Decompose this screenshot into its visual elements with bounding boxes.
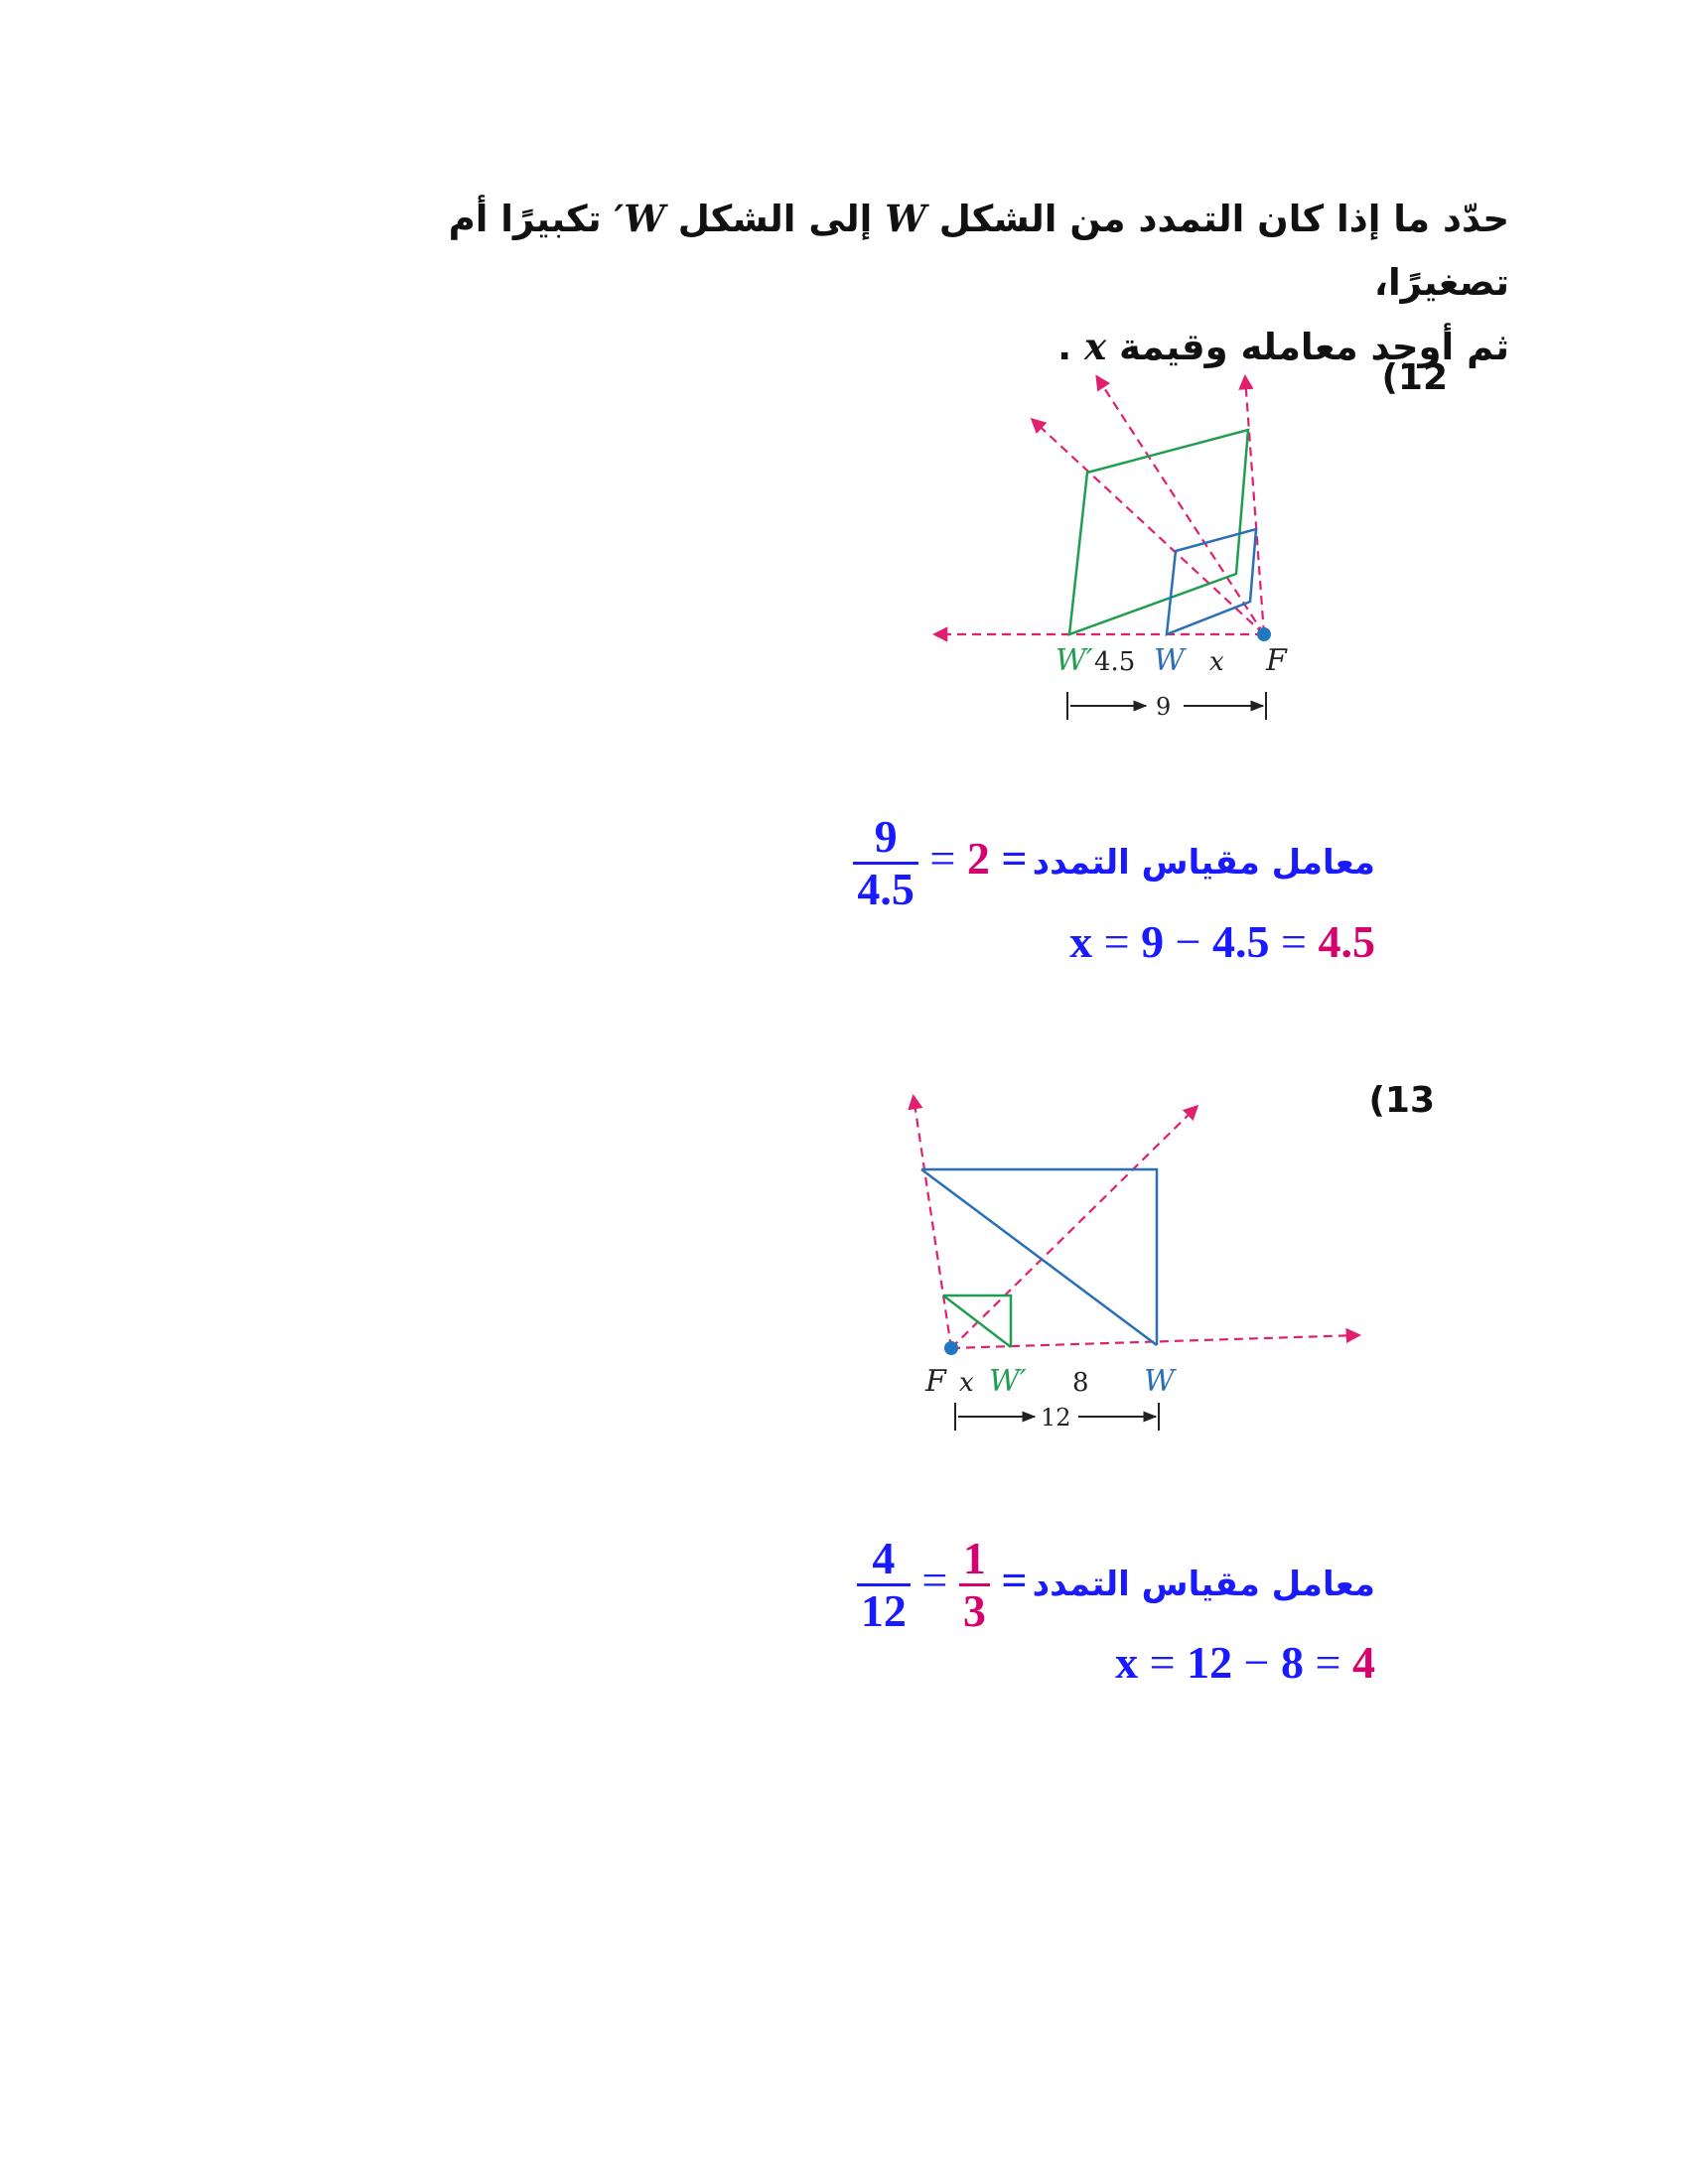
- label-x: x: [1209, 647, 1224, 677]
- ray-left: [1033, 420, 1264, 634]
- problem-12-solution: معامل مقياس التمدد $\frac{9}{4.5}$ = 2 =: [853, 812, 1375, 914]
- center-point-f: [1257, 627, 1271, 641]
- preimage-figure-w: [921, 1169, 1157, 1345]
- label-w-prime: W′: [1055, 643, 1093, 678]
- scale-factor-value: 2: [966, 833, 990, 885]
- label-f: F: [1266, 643, 1287, 678]
- image-quadrilateral-w-prime: [1069, 430, 1248, 634]
- label-4-5: 4.5: [1094, 647, 1136, 677]
- instruction-text: [367, 187, 1509, 379]
- scale-factor-value: $\frac{1}{3}$: [959, 1534, 990, 1636]
- scale-fraction: $\frac{4}{12}$: [857, 1534, 911, 1636]
- problem-13-x-equation: x = 12 − 8 = 4: [1115, 1637, 1375, 1688]
- ray-up: [914, 1097, 951, 1348]
- ray-diagonal: [951, 1107, 1196, 1348]
- label-f: F: [925, 1364, 946, 1399]
- label-w-prime: W′: [989, 1364, 1027, 1399]
- problem-13-number: (13: [1368, 1080, 1435, 1121]
- ray-right: [951, 1335, 1358, 1348]
- x-result: 4.5: [1318, 916, 1375, 967]
- ray-right: [1245, 377, 1264, 634]
- problem-13-solution: معامل مقياس التمدد $\frac{4}{12}$ = $\frac{1}{3}$ =: [857, 1534, 1375, 1636]
- problem-13-figure: [874, 1067, 1390, 1464]
- problem-12-number: (12: [1381, 357, 1448, 398]
- label-w: W: [1154, 643, 1185, 678]
- dimension-9-label: 9: [1156, 693, 1172, 721]
- scale-factor-label: معامل مقياس التمدد: [1032, 1565, 1375, 1605]
- scale-factor-label: معامل مقياس التمدد: [1032, 843, 1375, 884]
- x-result: 4: [1352, 1637, 1375, 1688]
- dimension-12-label: 12: [1041, 1404, 1071, 1432]
- scale-fraction: $\frac{9}{4.5}$: [853, 812, 918, 914]
- problem-12-x-equation: x = 9 − 4.5 = 4.5: [1069, 916, 1375, 967]
- label-x: x: [959, 1368, 974, 1398]
- dilation-rays: [935, 377, 1264, 634]
- ray-mid: [1097, 377, 1264, 634]
- label-w: W: [1144, 1364, 1175, 1399]
- instruction-line-2: ثم أوجد معامله وقيمة x .: [1057, 325, 1509, 368]
- image-figure-w-prime: [943, 1296, 1011, 1347]
- dilation-rays: [914, 1097, 1358, 1348]
- problem-12-figure: [894, 352, 1350, 759]
- center-point-f: [944, 1341, 958, 1355]
- instruction-line-1: حدّد ما إذا كان التمدد من الشكل W إلى الشكل W′ تكبيرًا أم تصغيرًا،: [448, 197, 1509, 304]
- label-8: 8: [1072, 1368, 1089, 1398]
